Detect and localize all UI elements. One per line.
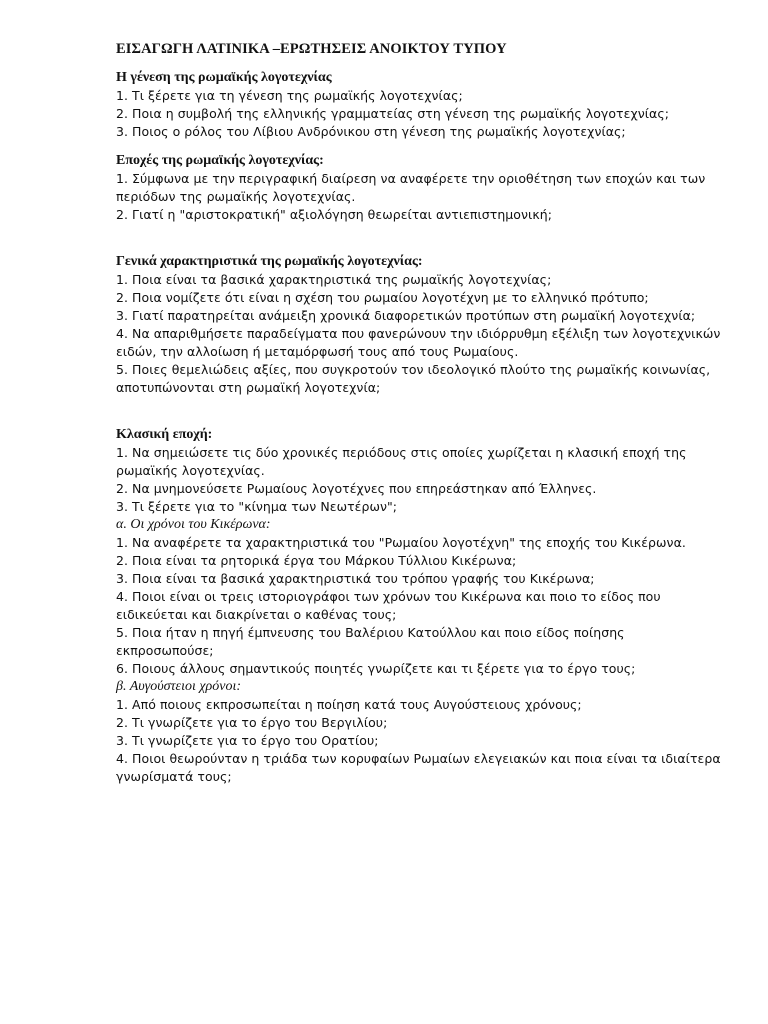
section-heading: Η γένεση της ρωμαϊκής λογοτεχνίας	[116, 70, 332, 85]
spacer	[116, 397, 726, 426]
subsection-heading: α. Οι χρόνοι του Κικέρωνα:	[116, 517, 271, 532]
section-genesis	[116, 69, 726, 141]
spacer	[116, 224, 726, 253]
section-heading: Εποχές της ρωμαϊκής λογοτεχνίας:	[116, 153, 324, 168]
question-item: 1. Σύμφωνα με την περιγραφική διαίρεση να αναφέρετε την οριοθέτηση των εποχών και των περιόδων της ρωμαϊκής λογοτεχνίας.	[116, 171, 706, 204]
question-item: 6. Ποιους άλλους σημαντικούς ποιητές γνωρίζετε και τι ξέρετε για το έργο τους;	[116, 661, 636, 676]
section-classical-era	[116, 426, 726, 786]
document-title: ΕΙΣΑΓΩΓΗ ΛΑΤΙΝΙΚΑ –ΕΡΩΤΗΣΕΙΣ ΑΝΟΙΚΤΟΥ ΤΥΠΟΥ	[116, 41, 507, 57]
question-item: 4. Ποιοι είναι οι τρεις ιστοριογράφοι των χρόνων του Κικέρωνα και ποιο το είδος που ειδικεύεται και διακρίνεται ο καθένας τους;	[116, 589, 661, 622]
question-item: 1. Ποια είναι τα βασικά χαρακτηριστικά της ρωμαϊκής λογοτεχνίας;	[116, 272, 552, 287]
question-item: 3. Τι γνωρίζετε για το έργο του Ορατίου;	[116, 733, 379, 748]
document-content	[116, 40, 726, 786]
question-item: 2. Γιατί η "αριστοκρατική" αξιολόγηση θεωρείται αντιεπιστημονική;	[116, 207, 552, 222]
question-item: 5. Ποιες θεμελιώδεις αξίες, που συγκροτούν τον ιδεολογικό πλούτο της ρωμαϊκής κοινωνίας, αποτυπώνονται στη ρωμαϊκή λογοτεχνία;	[116, 362, 711, 395]
question-item: 2. Τι γνωρίζετε για το έργο του Βεργιλίου;	[116, 715, 388, 730]
section-heading: Κλασική εποχή:	[116, 427, 213, 442]
question-item: 3. Γιατί παρατηρείται ανάμειξη χρονικά διαφορετικών προτύπων στη ρωμαϊκή λογοτεχνία;	[116, 308, 696, 323]
question-item: 2. Ποια νομίζετε ότι είναι η σχέση του ρωμαίου λογοτέχνη με το ελληνικό πρότυπο;	[116, 290, 649, 305]
question-item: 3. Τι ξέρετε για το "κίνημα των Νεωτέρων";	[116, 499, 398, 514]
question-item: 2. Ποια είναι τα ρητορικά έργα του Μάρκου Τύλλιου Κικέρωνα;	[116, 553, 517, 568]
question-item: 3. Ποιος ο ρόλος του Λίβιου Ανδρόνικου στη γένεση της ρωμαϊκής λογοτεχνίας;	[116, 124, 626, 139]
section-eras	[116, 152, 726, 224]
spacer	[116, 141, 726, 152]
question-item: 1. Από ποιους εκπροσωπείται η ποίηση κατά τους Αυγούστειους χρόνους;	[116, 697, 582, 712]
question-item: 4. Να απαριθμήσετε παραδείγματα που φανερώνουν την ιδιόρρυθμη εξέλιξη των λογοτεχνικών ειδών, την αλλοίωση ή μεταμόρφωσή τους από τους Ρωμαίους.	[116, 326, 721, 359]
question-item: 1. Να αναφέρετε τα χαρακτηριστικά του "Ρωμαίου λογοτέχνη" της εποχής του Κικέρωνα.	[116, 535, 686, 550]
question-item: 5. Ποια ήταν η πηγή έμπνευσης του Βαλέριου Κατούλλου και ποιο είδος ποίησης εκπροσωπούσε;	[116, 625, 625, 658]
subsection-heading: β. Αυγούστειοι χρόνοι:	[116, 679, 241, 694]
question-item: 3. Ποια είναι τα βασικά χαρακτηριστικά του τρόπου γραφής του Κικέρωνα;	[116, 571, 595, 586]
question-item: 1. Τι ξέρετε για τη γένεση της ρωμαϊκής λογοτεχνίας;	[116, 88, 463, 103]
question-item: 2. Να μνημονεύσετε Ρωμαίους λογοτέχνες που επηρεάστηκαν από Έλληνες.	[116, 481, 597, 496]
question-item: 1. Να σημειώσετε τις δύο χρονικές περιόδους στις οποίες χωρίζεται η κλασική εποχή της ρωμαϊκής λογοτεχνίας.	[116, 445, 687, 478]
question-item: 2. Ποια η συμβολή της ελληνικής γραμματείας στη γένεση της ρωμαϊκής λογοτεχνίας;	[116, 106, 669, 121]
section-general-characteristics	[116, 253, 726, 397]
section-heading: Γενικά χαρακτηριστικά της ρωμαϊκής λογοτεχνίας:	[116, 254, 423, 269]
question-item: 4. Ποιοι θεωρούνταν η τριάδα των κορυφαίων Ρωμαίων ελεγειακών και ποια είναι τα ιδιαίτερα γνωρίσματά τους;	[116, 751, 721, 784]
